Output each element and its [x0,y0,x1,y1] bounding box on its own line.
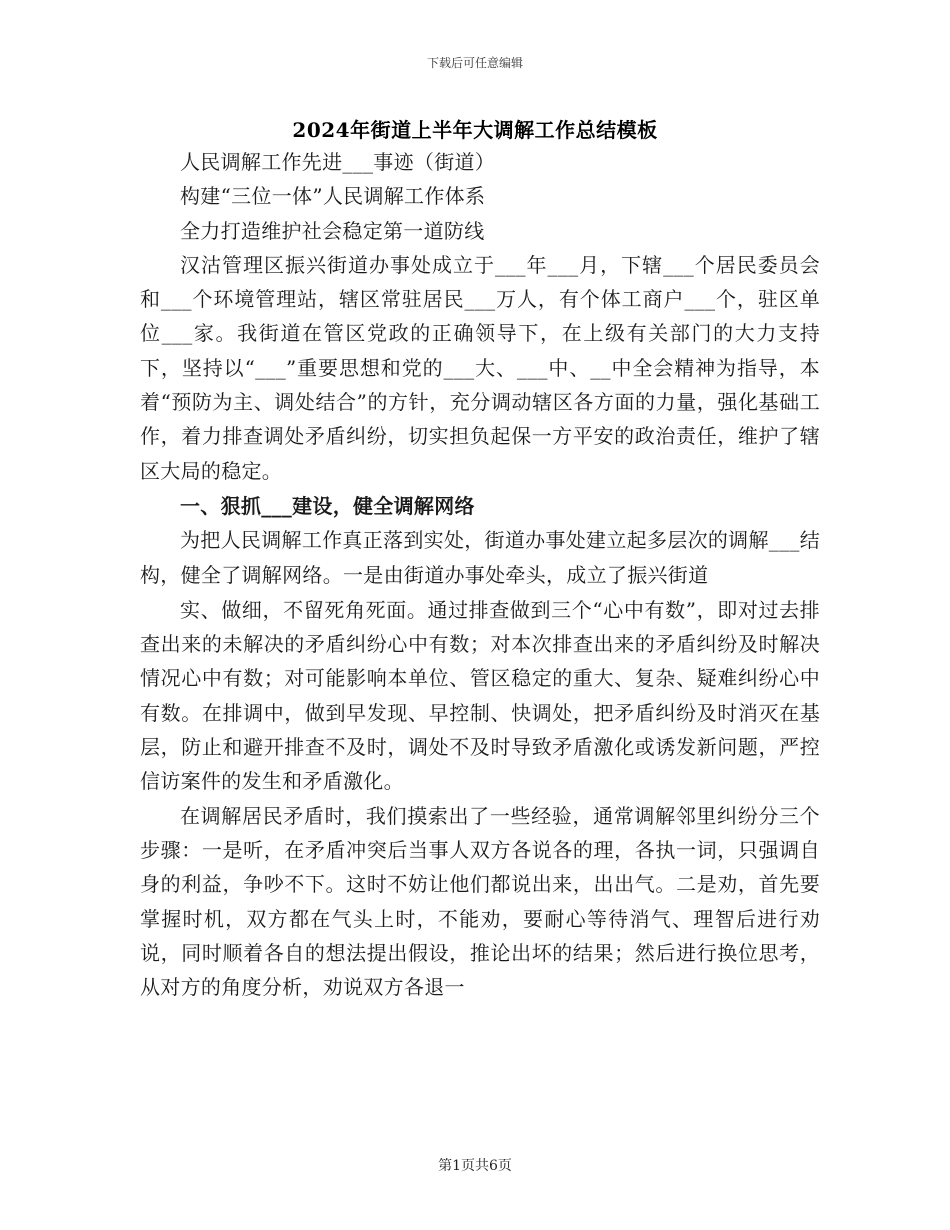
document-body [140,145,820,1004]
page-footer: 第1页共6页 [438,1158,512,1174]
subtitle-line-3: 全力打造维护社会稳定第一道防线 [180,218,485,243]
paragraph-mediation-steps: 在调解居民矛盾时，我们摸索出了一些经验，通常调解邻里纠纷分三个步骤：一是听，在矛盾冲突后当事人双方各说各的理，各执一词，只强调自身的利益，争吵不下。这时不妨让他们都说出来，出出气。二是劝，首先要掌握时机，双方都在气头上时，不能劝，要耐心等待消气、理智后进行劝说，同时顺着各自的想法提出假设，推论出坏的结果；然后进行换位思考，从对方的角度分析，劝说双方各退一 [140,803,820,1000]
paragraph-network: 为把人民调解工作真正落到实处，街道办事处建立起多层次的调解___结构，健全了调解网络。一是由街道办事处牵头，成立了振兴街道 [140,528,820,587]
subtitle-line-1: 人民调解工作先进___事迹（街道） [180,150,496,174]
section-heading: 一、狠抓___建设，健全调解网络 [180,493,475,518]
page-header: 下载后可任意编辑 [426,56,523,70]
paragraph-investigation: 实、做细，不留死角死面。通过排查做到三个“心中有数”，即对过去排查出来的未解决的矛盾纠纷心中有数；对本次排查出来的矛盾纠纷及时解决情况心中有数；对可能影响本单位、管区稳定的重大、复杂、疑难纠纷心中有数。在排调中，做到早发现、早控制、快调处，把矛盾纠纷及时消灭在基层，防止和避开排查不及时，调处不及时导致矛盾激化或诱发新问题，严控信访案件的发生和矛盾激化。 [140,597,820,794]
paragraph-intro: 汉沽管理区振兴街道办事处成立于___年___月，下辖___个居民委员会和___个环境管理站，辖区常驻居民___万人，有个体工商户___个，驻区单位___家。我街道在管区党政的正确领导下，在上级有关部门的大力支持下，坚持以“___”重要思想和党的___大、___中、__中全会精神为指导，本着“预防为主、调处结合”的方针，充分调动辖区各方面的力量，强化基础工作，着力排查调处矛盾纠纷，切实担负起保一方平安的政治责任，维护了辖区大局的稳定。 [140,252,820,483]
subtitle-line-2: 构建“三位一体”人民调解工作体系 [180,184,486,209]
document-title: 2024年街道上半年大调解工作总结模板 [292,118,658,142]
